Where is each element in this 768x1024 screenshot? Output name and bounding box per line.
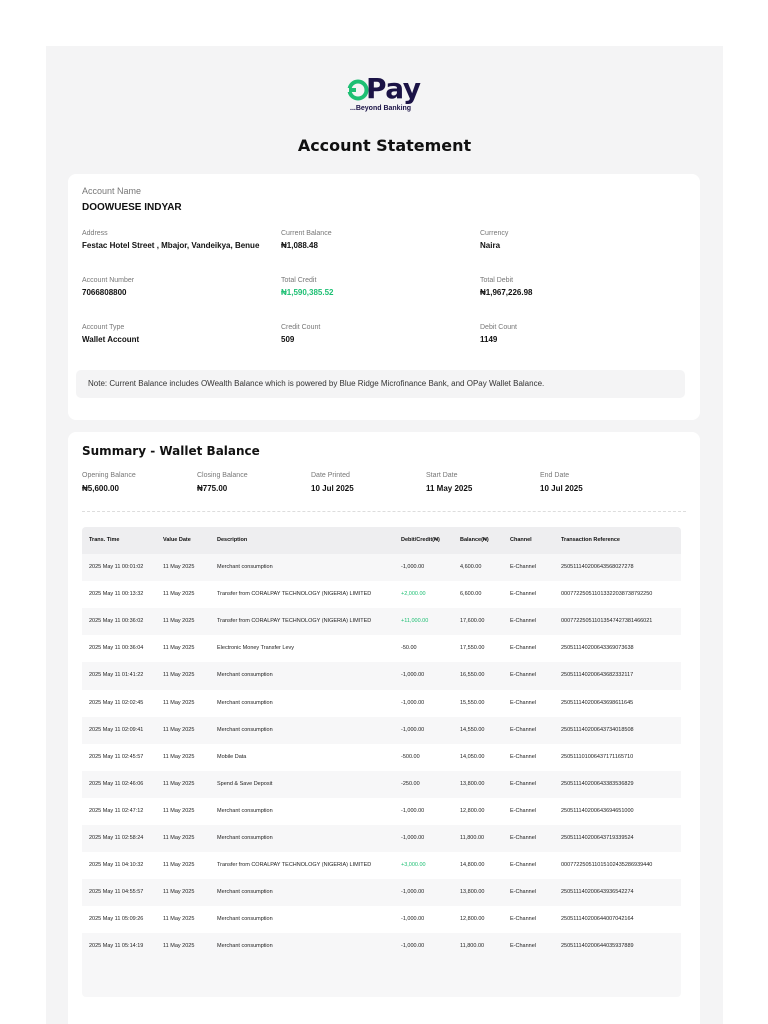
currency-label: Currency — [480, 230, 509, 237]
cell-value-date: 11 May 2025 — [163, 835, 195, 841]
cell-description: Merchant consumption — [217, 726, 273, 733]
cell-description: Mobile Data — [217, 753, 247, 760]
cell-balance: 13,800.00 — [460, 780, 485, 787]
table-row — [82, 906, 681, 933]
table-row — [82, 662, 681, 689]
account-type-label: Account Type — [82, 324, 125, 331]
cell-trans-time: 2025 May 11 00:13:32 — [89, 591, 144, 598]
account-info-card — [68, 174, 700, 420]
table-row — [82, 825, 681, 852]
cell-amount: +11,000.00 — [401, 618, 429, 625]
table-row — [82, 608, 681, 635]
cell-channel: E-Channel — [510, 591, 536, 598]
cell-balance: 15,550.00 — [460, 699, 485, 706]
cell-reference: 000772250511015102435286939440 — [561, 862, 653, 869]
cell-balance: 11,800.00 — [460, 943, 485, 950]
cell-reference: 250511140200643383536829 — [561, 780, 634, 787]
cell-channel: E-Channel — [510, 807, 536, 814]
cell-amount: -1,000.00 — [401, 889, 425, 896]
cell-value-date: 11 May 2025 — [163, 591, 195, 598]
cell-value-date: 11 May 2025 — [163, 807, 195, 814]
cell-amount: -1,000.00 — [401, 807, 425, 814]
cell-reference: 250511140200643719339524 — [561, 835, 634, 841]
total-credit-value: ₦1,590,385.52 — [281, 288, 334, 297]
header-value-date: Value Date — [163, 537, 191, 543]
cell-description: Merchant consumption — [217, 916, 273, 923]
current-balance-value: ₦1,088.48 — [281, 241, 318, 250]
closing-balance-label: Closing Balance — [197, 472, 248, 479]
cell-balance: 14,050.00 — [460, 753, 485, 760]
account-name-label: Account Name — [82, 186, 142, 196]
total-credit-label: Total Credit — [281, 277, 317, 284]
cell-reference: 250511140200643568027278 — [561, 564, 634, 570]
cell-reference: 250511140200643369073638 — [561, 645, 634, 652]
date-printed-label: Date Printed — [311, 472, 350, 479]
cell-reference: 250511140200644007042164 — [561, 916, 634, 923]
cell-value-date: 11 May 2025 — [163, 753, 195, 760]
table-row — [82, 771, 681, 798]
cell-trans-time: 2025 May 11 02:46:06 — [89, 780, 144, 787]
table-row — [82, 852, 681, 879]
cell-channel: E-Channel — [510, 889, 536, 896]
cell-trans-time: 2025 May 11 02:09:41 — [89, 726, 144, 733]
cell-reference: 250511140200644035937889 — [561, 943, 634, 950]
cell-description: Spend & Save Deposit — [217, 780, 273, 787]
cell-amount: +2,000.00 — [401, 591, 426, 598]
cell-balance: 13,800.00 — [460, 889, 485, 896]
cell-channel: E-Channel — [510, 726, 536, 733]
cell-reference: 000772250511013322038738792250 — [561, 591, 653, 598]
cell-trans-time: 2025 May 11 02:58:24 — [89, 835, 144, 841]
transactions-table — [82, 527, 681, 997]
cell-description: Merchant consumption — [217, 672, 273, 679]
closing-balance-value: ₦775.00 — [197, 484, 228, 493]
cell-trans-time: 2025 May 11 02:02:45 — [89, 699, 144, 706]
date-printed-value: 10 Jul 2025 — [311, 484, 354, 493]
cell-amount: -500.00 — [401, 753, 420, 760]
cell-balance: 14,800.00 — [460, 862, 485, 869]
cell-amount: +3,000.00 — [401, 862, 426, 869]
summary-card — [68, 432, 700, 1024]
cell-trans-time: 2025 May 11 04:55:57 — [89, 889, 144, 896]
cell-value-date: 11 May 2025 — [163, 780, 195, 787]
balance-note: Note: Current Balance includes OWealth Balance which is powered by Blue Ridge Microfinance Bank, and OPay Wallet Balance. — [76, 370, 685, 398]
cell-value-date: 11 May 2025 — [163, 645, 195, 652]
table-row — [82, 635, 681, 662]
cell-description: Merchant consumption — [217, 943, 273, 950]
cell-description: Merchant consumption — [217, 699, 273, 706]
table-row — [82, 581, 681, 608]
table-row — [82, 717, 681, 744]
cell-amount: -1,000.00 — [401, 726, 425, 733]
cell-amount: -1,000.00 — [401, 916, 425, 923]
credit-count-label: Credit Count — [281, 324, 321, 331]
table-row — [82, 744, 681, 771]
cell-channel: E-Channel — [510, 862, 536, 869]
cell-value-date: 11 May 2025 — [163, 916, 195, 923]
start-date-label: Start Date — [426, 472, 458, 479]
cell-value-date: 11 May 2025 — [163, 672, 195, 679]
cell-balance: 4,600.00 — [460, 564, 482, 570]
cell-channel: E-Channel — [510, 618, 536, 625]
cell-value-date: 11 May 2025 — [163, 699, 195, 706]
cell-channel: E-Channel — [510, 699, 536, 706]
cell-amount: -1,000.00 — [401, 672, 425, 679]
cell-value-date: 11 May 2025 — [163, 564, 195, 570]
header-description: Description — [217, 537, 248, 543]
cell-description: Merchant consumption — [217, 807, 273, 814]
document-title: Account Statement — [297, 136, 472, 155]
cell-channel: E-Channel — [510, 564, 536, 570]
debit-count-value: 1149 — [480, 335, 498, 344]
brand-tagline: ...Beyond Banking — [350, 105, 412, 112]
cell-channel: E-Channel — [510, 753, 536, 760]
cell-description: Transfer from CORALPAY TECHNOLOGY (NIGERIA) LIMITED — [217, 862, 372, 869]
cell-value-date: 11 May 2025 — [163, 943, 195, 950]
statement-page — [46, 46, 723, 1024]
cell-description: Merchant consumption — [217, 889, 273, 896]
opay-logo — [46, 72, 723, 118]
cell-value-date: 11 May 2025 — [163, 726, 195, 733]
cell-description: Merchant consumption — [217, 835, 273, 841]
cell-trans-time: 2025 May 11 04:10:32 — [89, 862, 144, 869]
cell-channel: E-Channel — [510, 780, 536, 787]
cell-description: Transfer from CORALPAY TECHNOLOGY (NIGERIA) LIMITED — [217, 591, 372, 598]
cell-channel: E-Channel — [510, 916, 536, 923]
account-name: DOOWUESE INDYAR — [82, 202, 182, 213]
summary-divider — [82, 511, 686, 512]
table-row — [82, 798, 681, 825]
cell-trans-time: 2025 May 11 02:45:57 — [89, 753, 144, 760]
cell-balance: 16,550.00 — [460, 672, 485, 679]
cell-amount: -1,000.00 — [401, 835, 425, 841]
cell-amount: -1,000.00 — [401, 564, 425, 570]
total-debit-value: ₦1,967,226.98 — [480, 288, 533, 297]
cell-trans-time: 2025 May 11 00:36:04 — [89, 645, 144, 652]
summary-title: Summary - Wallet Balance — [82, 444, 260, 458]
cell-trans-time: 2025 May 11 00:01:02 — [89, 564, 144, 570]
cell-trans-time: 2025 May 11 02:47:12 — [89, 807, 144, 814]
cell-amount: -250.00 — [401, 780, 420, 787]
cell-channel: E-Channel — [510, 645, 536, 652]
cell-value-date: 11 May 2025 — [163, 618, 195, 625]
debit-count-label: Debit Count — [480, 324, 517, 331]
cell-trans-time: 2025 May 11 00:36:02 — [89, 618, 144, 625]
account-number-label: Account Number — [82, 277, 135, 284]
table-row — [82, 690, 681, 717]
opening-balance-value: ₦5,600.00 — [82, 484, 119, 493]
cell-balance: 12,800.00 — [460, 807, 485, 814]
cell-value-date: 11 May 2025 — [163, 889, 195, 896]
table-header-row — [82, 527, 681, 554]
address-label: Address — [82, 230, 108, 237]
start-date-value: 11 May 2025 — [426, 484, 473, 493]
cell-trans-time: 2025 May 11 05:09:26 — [89, 916, 144, 923]
cell-reference: 250511140200643734018508 — [561, 726, 634, 733]
address-value: Festac Hotel Street , Mbajor, Vandeikya, Benue — [82, 241, 260, 250]
table-row — [82, 554, 681, 581]
cell-reference: 250511140200643698611645 — [561, 699, 634, 706]
cell-value-date: 11 May 2025 — [163, 862, 195, 869]
cell-description: Transfer from CORALPAY TECHNOLOGY (NIGERIA) LIMITED — [217, 618, 372, 625]
cell-reference: 250511101006437171165710 — [561, 753, 634, 760]
header-transaction-reference: Transaction Reference — [561, 537, 620, 543]
cell-description: Merchant consumption — [217, 564, 273, 570]
cell-channel: E-Channel — [510, 943, 536, 950]
account-type-value: Wallet Account — [82, 335, 140, 344]
cell-amount: -50.00 — [401, 645, 417, 652]
cell-balance: 6,600.00 — [460, 591, 482, 598]
total-debit-label: Total Debit — [480, 277, 514, 284]
header-debit-credit: Debit/Credit(₦) — [401, 537, 440, 543]
account-number-value: 7066808800 — [82, 288, 127, 297]
credit-count-value: 509 — [281, 335, 295, 344]
end-date-label: End Date — [540, 472, 570, 479]
current-balance-label: Current Balance — [281, 230, 332, 237]
cell-reference: 250511140200643936542274 — [561, 889, 634, 896]
cell-reference: 000772250511013547427381466021 — [561, 618, 653, 625]
cell-reference: 250511140200643694651000 — [561, 807, 634, 814]
cell-balance: 14,550.00 — [460, 726, 485, 733]
cell-trans-time: 2025 May 11 01:41:22 — [89, 672, 144, 679]
brand-name: Pay — [366, 72, 421, 105]
header-balance: Balance(₦) — [460, 537, 489, 543]
cell-channel: E-Channel — [510, 672, 536, 679]
table-row — [82, 879, 681, 906]
header-trans-time: Trans. Time — [89, 537, 120, 543]
cell-amount: -1,000.00 — [401, 943, 425, 950]
cell-balance: 11,800.00 — [460, 835, 485, 841]
cell-reference: 250511140200643682332117 — [561, 672, 634, 679]
cell-amount: -1,000.00 — [401, 699, 425, 706]
cell-description: Electronic Money Transfer Levy — [217, 645, 295, 652]
currency-value: Naira — [480, 241, 501, 250]
cell-balance: 12,800.00 — [460, 916, 485, 923]
header-channel: Channel — [510, 537, 532, 543]
table-row — [82, 933, 681, 960]
cell-channel: E-Channel — [510, 835, 536, 841]
end-date-value: 10 Jul 2025 — [540, 484, 583, 493]
cell-balance: 17,600.00 — [460, 618, 485, 625]
cell-balance: 17,550.00 — [460, 645, 485, 652]
opening-balance-label: Opening Balance — [82, 472, 136, 479]
cell-trans-time: 2025 May 11 05:14:19 — [89, 943, 144, 950]
